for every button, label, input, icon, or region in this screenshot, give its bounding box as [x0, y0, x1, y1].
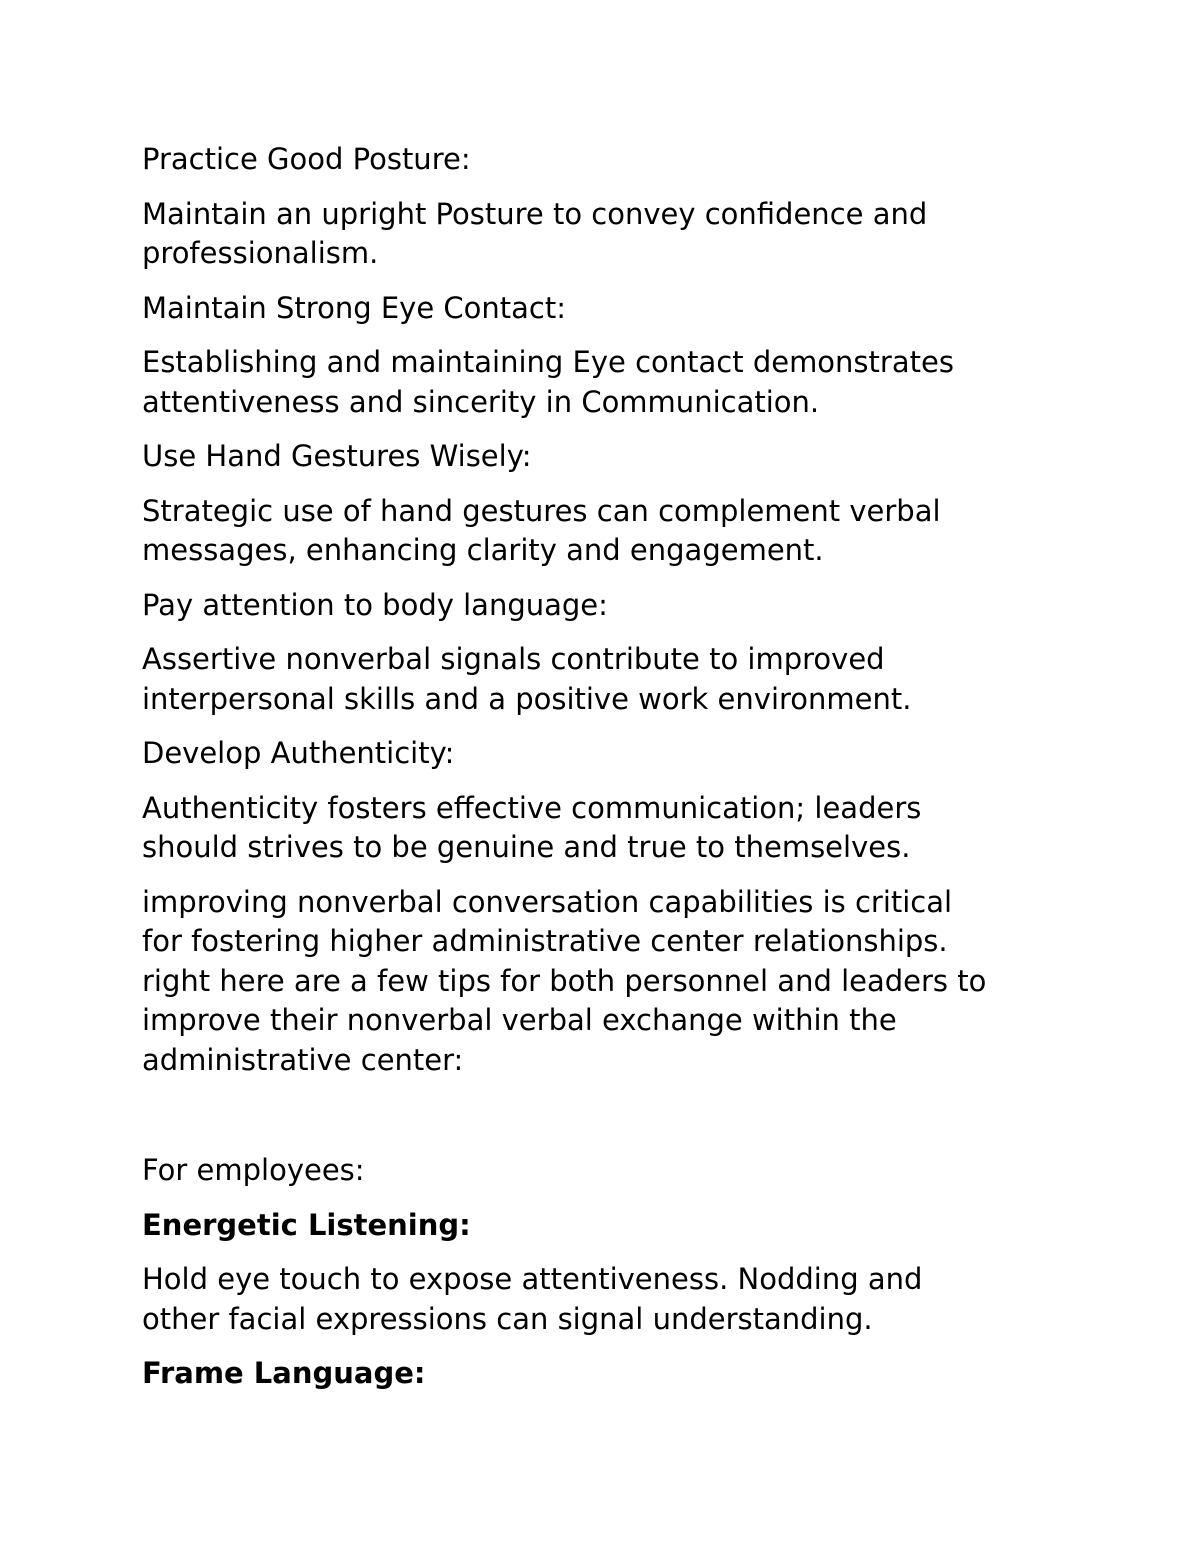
- paragraph-hand-gestures: Strategic use of hand gestures can complement verbal messages, enhancing clarity and engagement.: [142, 493, 941, 567]
- heading-eye-contact: Maintain Strong Eye Contact:: [142, 290, 566, 325]
- paragraph-body-language: Assertive nonverbal signals contribute to improved interpersonal skills and a positive work environment.: [142, 642, 912, 716]
- paragraph-authenticity: Authenticity fosters effective communication; leaders should strives to be genuine and true to themselves.: [142, 790, 922, 864]
- paragraph-nonverbal-tips-intro: improving nonverbal conversation capabilities is critical for fostering higher administrative center relationships. right here are a few tips for both personnel and leaders to improve their nonverbal verbal exchange within the administrative center:: [142, 884, 987, 1077]
- heading-energetic-listening: Energetic Listening:: [142, 1207, 471, 1242]
- heading-frame-language: Frame Language:: [142, 1356, 426, 1390]
- heading-practice-good-posture: Practice Good Posture:: [142, 142, 471, 176]
- document-page: [142, 140, 1082, 1409]
- paragraph-eye-contact: Establishing and maintaining Eye contact demonstrates attentiveness and sincerity in Communication.: [142, 345, 954, 419]
- paragraph-energetic-listening: Hold eye touch to expose attentiveness. Nodding and other facial expressions can signal understanding.: [142, 1262, 923, 1336]
- heading-hand-gestures: Use Hand Gestures Wisely:: [142, 439, 532, 473]
- heading-authenticity: Develop Authenticity:: [142, 736, 455, 770]
- heading-for-employees: For employees:: [142, 1153, 365, 1187]
- paragraph-posture: Maintain an upright Posture to convey confidence and professionalism.: [142, 196, 928, 270]
- heading-body-language: Pay attention to body language:: [142, 587, 608, 622]
